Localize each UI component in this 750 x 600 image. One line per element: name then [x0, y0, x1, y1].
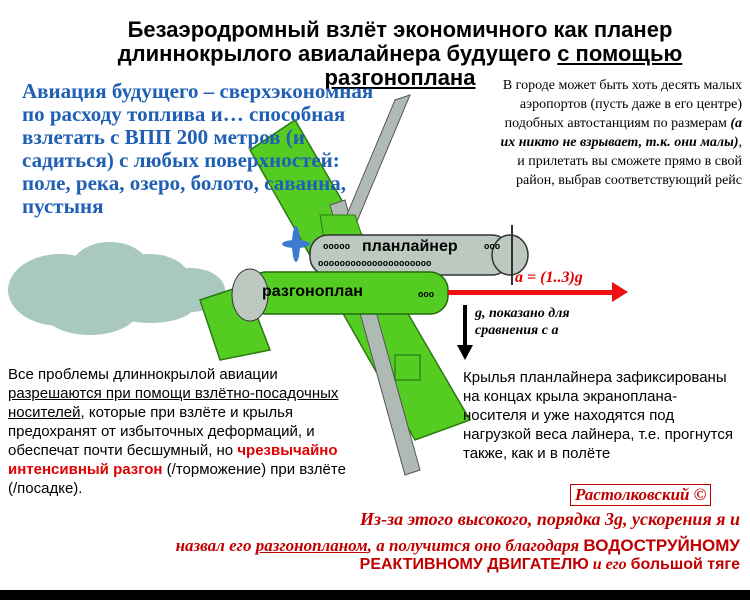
copyright: Растолковский ©	[570, 484, 711, 506]
aviation-text: Авиация будущего – сверхэкономная по расходу топлива и… способная взлетать с ВПП 200 метров (и садиться) с любых поверхностей: поле, река, озеро, болото, саванна, пустыня	[22, 79, 374, 218]
window-row-1: ooooo	[323, 242, 351, 252]
bottom-line-2a: назвал его	[175, 536, 256, 555]
city-text-part-3: , и прилетать вы сможете прямо в свой район, выбрав соответствующий рейс	[516, 135, 742, 188]
problems-part-5: (/торможение) при взлёте (/посадке).	[8, 461, 346, 497]
bottom-line-1: Из-за этого высокого, порядка 3g, ускорения я и	[360, 509, 740, 529]
problems-part-4: чрезвычайно интенсивный разгон	[8, 442, 338, 478]
bottom-line-2	[90, 535, 740, 557]
bottom-line-3b: и его	[588, 556, 631, 573]
window-row-lower: ooo	[418, 290, 435, 300]
bottom-line-2b: разгонопланом	[255, 536, 368, 555]
window-row-3: ooooooooooooooooooooo	[318, 259, 432, 269]
title-line-2a: длиннокрылого авиалайнера будущего	[117, 41, 558, 66]
bottom-line-2d: ВОДОСТРУЙНОМУ	[583, 536, 740, 555]
bottom-line-2c: , а получится оно благодаря	[367, 536, 584, 555]
problems-part-2: разрешаются при помощи взлётно-посадочных носителей	[8, 385, 339, 421]
gravity-arrow	[457, 305, 473, 360]
title-line-3: разгоноплана	[324, 65, 476, 90]
acceleration-label: a = (1..3)g	[515, 269, 583, 286]
bottom-line-3	[200, 556, 740, 574]
problems-part-1: Все проблемы длиннокрылой авиации	[8, 366, 278, 383]
city-text-part-2: (а их никто не взрывает, т.к. они малы)	[500, 116, 742, 150]
bottom-line-3c: большой тяге	[630, 556, 740, 573]
razgonoplan-label: разгоноплан	[262, 283, 363, 300]
planliner-label: планлайнер	[362, 238, 458, 255]
bottom-line-3a: РЕАКТИВНОМУ ДВИГАТЕЛЮ	[359, 556, 589, 573]
tail-lower	[395, 355, 420, 380]
wings-text: Крылья планлайнера зафиксированы на концах крыла экраноплана-носителя и уже находятся под нагрузкой веса лайнера, т.е. прогнутся также, как и в полёте	[463, 369, 733, 462]
window-row-2: ooo	[484, 242, 501, 252]
exhaust-cloud	[8, 242, 225, 335]
city-text-part-1: В городе может быть хоть десять малых аэропортов (пусть даже в его центре) подобных автостанциям по размерам	[502, 78, 742, 131]
gravity-label: g, показано для сравнения с a	[475, 306, 570, 338]
problems-text	[8, 365, 353, 498]
title-line-1: Безаэродромный взлёт экономичного как планер	[127, 17, 673, 42]
city-text	[490, 76, 742, 190]
title-line-2b: с помощью	[557, 41, 683, 66]
problems-part-3: , которые при взлёте и крылья предохранят от избыточных деформаций, и обеспечат почти бесшумный, но	[8, 404, 315, 459]
